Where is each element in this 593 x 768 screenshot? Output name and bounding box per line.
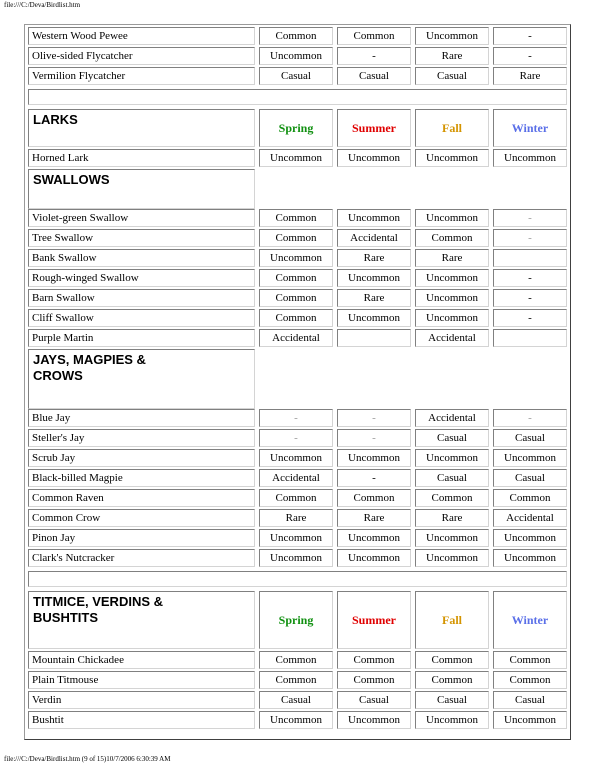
fall-status: Rare [415, 47, 489, 65]
summer-status: Uncommon [337, 309, 411, 327]
section-header-larks [28, 109, 567, 147]
spring-status: Uncommon [259, 711, 333, 729]
spring-status: Uncommon [259, 549, 333, 567]
bird-name: Barn Swallow [28, 289, 255, 307]
fall-status: Accidental [415, 329, 489, 347]
fall-status: Uncommon [415, 27, 489, 45]
spring-status: Common [259, 289, 333, 307]
table-row [28, 27, 567, 45]
table-row [28, 509, 567, 527]
table-row [28, 329, 567, 347]
winter-status: - [493, 269, 567, 287]
summer-status: - [337, 469, 411, 487]
page-footer: file:///C:/Deva/Birdlist.htm (9 of 15)10/7/2006 6:30:39 AM [4, 755, 171, 763]
summer-heading: Summer [337, 591, 411, 649]
table-row [28, 549, 567, 567]
section-title [28, 591, 255, 649]
table-row [28, 489, 567, 507]
winter-heading: Winter [493, 109, 567, 147]
summer-status: Rare [337, 249, 411, 267]
bird-name: Cliff Swallow [28, 309, 255, 327]
bird-name: Common Crow [28, 509, 255, 527]
summer-status: Uncommon [337, 209, 411, 227]
spring-status: Uncommon [259, 47, 333, 65]
bird-name: Steller's Jay [28, 429, 255, 447]
fall-status: Common [415, 229, 489, 247]
winter-status: - [493, 229, 567, 247]
spring-status: Rare [259, 509, 333, 527]
fall-status: Casual [415, 469, 489, 487]
summer-status: Uncommon [337, 269, 411, 287]
table-row [28, 149, 567, 167]
summer-status: Uncommon [337, 529, 411, 547]
winter-status: Accidental [493, 509, 567, 527]
section-header-titmice [28, 591, 567, 649]
fall-status: Common [415, 671, 489, 689]
winter-status: Uncommon [493, 711, 567, 729]
table-row [28, 67, 567, 85]
section-title-line: CROWS [33, 368, 83, 383]
winter-status: Casual [493, 691, 567, 709]
fall-status: Casual [415, 691, 489, 709]
page-header-path: file:///C:/Deva/Birdlist.htm [4, 1, 81, 9]
bird-name: Clark's Nutcracker [28, 549, 255, 567]
summer-status: Accidental [337, 229, 411, 247]
bird-name: Olive-sided Flycatcher [28, 47, 255, 65]
bird-name: Purple Martin [28, 329, 255, 347]
bird-name: Black-billed Magpie [28, 469, 255, 487]
fall-status: Uncommon [415, 149, 489, 167]
section-title: SWALLOWS [28, 169, 255, 209]
fall-heading: Fall [415, 591, 489, 649]
table-row [28, 429, 567, 447]
winter-status: - [493, 47, 567, 65]
spring-status: Common [259, 229, 333, 247]
spacer-row [28, 89, 567, 105]
spring-status: Common [259, 309, 333, 327]
bird-name: Bank Swallow [28, 249, 255, 267]
bird-name: Verdin [28, 691, 255, 709]
section-header-swallows [28, 169, 259, 209]
fall-status: Uncommon [415, 529, 489, 547]
fall-status: Uncommon [415, 269, 489, 287]
summer-status: - [337, 429, 411, 447]
summer-status: Common [337, 651, 411, 669]
fall-status: Rare [415, 509, 489, 527]
winter-status: - [493, 309, 567, 327]
fall-status: Uncommon [415, 289, 489, 307]
fall-heading: Fall [415, 109, 489, 147]
spring-status: Accidental [259, 329, 333, 347]
summer-status: - [337, 409, 411, 427]
bird-name: Rough-winged Swallow [28, 269, 255, 287]
table-row [28, 249, 567, 267]
bird-name: Scrub Jay [28, 449, 255, 467]
winter-status: - [493, 209, 567, 227]
bird-name: Horned Lark [28, 149, 255, 167]
bird-name: Common Raven [28, 489, 255, 507]
summer-status: Rare [337, 289, 411, 307]
table-row [28, 711, 567, 729]
winter-status: Common [493, 651, 567, 669]
table-row [28, 269, 567, 287]
table-row [28, 289, 567, 307]
section-title-line: BUSHTITS [33, 610, 98, 625]
bird-name: Violet-green Swallow [28, 209, 255, 227]
fall-status: Uncommon [415, 549, 489, 567]
fall-status: Rare [415, 249, 489, 267]
summer-status: - [337, 47, 411, 65]
bird-name: Bushtit [28, 711, 255, 729]
summer-status: Uncommon [337, 711, 411, 729]
table-row [28, 529, 567, 547]
section-title [28, 349, 255, 409]
fall-status: Casual [415, 67, 489, 85]
fall-status: Common [415, 489, 489, 507]
spring-status: Common [259, 269, 333, 287]
table-row [28, 309, 567, 327]
table-row [28, 47, 567, 65]
winter-status: Uncommon [493, 549, 567, 567]
table-row [28, 449, 567, 467]
summer-status: Common [337, 489, 411, 507]
table-row [28, 671, 567, 689]
winter-status: - [493, 289, 567, 307]
table-row [28, 229, 567, 247]
table-row [28, 409, 567, 427]
summer-status: Casual [337, 691, 411, 709]
winter-status: Common [493, 489, 567, 507]
table-row [28, 651, 567, 669]
summer-status: Rare [337, 509, 411, 527]
spring-status: Uncommon [259, 149, 333, 167]
section-header-jays [28, 349, 259, 409]
fall-status: Common [415, 651, 489, 669]
spring-status: Common [259, 671, 333, 689]
section-title: LARKS [28, 109, 255, 147]
spring-status: Common [259, 209, 333, 227]
summer-status: Common [337, 671, 411, 689]
section-title-line: TITMICE, VERDINS & [33, 594, 164, 609]
spring-status: Common [259, 27, 333, 45]
bird-name: Vermilion Flycatcher [28, 67, 255, 85]
winter-status: Rare [493, 67, 567, 85]
spring-status: Common [259, 651, 333, 669]
table-row [28, 469, 567, 487]
bird-checklist-table [24, 24, 571, 740]
spring-heading: Spring [259, 591, 333, 649]
spring-status: Uncommon [259, 449, 333, 467]
summer-status: Uncommon [337, 449, 411, 467]
winter-status [493, 249, 567, 267]
table-row [28, 691, 567, 709]
summer-status: Uncommon [337, 549, 411, 567]
fall-status: Casual [415, 429, 489, 447]
winter-status: Uncommon [493, 149, 567, 167]
winter-status: Common [493, 671, 567, 689]
summer-status: Casual [337, 67, 411, 85]
summer-status: Common [337, 27, 411, 45]
spring-status: Uncommon [259, 249, 333, 267]
spring-status: Casual [259, 67, 333, 85]
fall-status: Uncommon [415, 711, 489, 729]
spring-status: Casual [259, 691, 333, 709]
fall-status: Uncommon [415, 449, 489, 467]
fall-status: Accidental [415, 409, 489, 427]
bird-name: Western Wood Pewee [28, 27, 255, 45]
spring-status: Uncommon [259, 529, 333, 547]
winter-status: Casual [493, 469, 567, 487]
fall-status: Uncommon [415, 309, 489, 327]
summer-status [337, 329, 411, 347]
summer-status: Uncommon [337, 149, 411, 167]
spring-status: Accidental [259, 469, 333, 487]
winter-status: - [493, 27, 567, 45]
bird-name: Plain Titmouse [28, 671, 255, 689]
bird-name: Mountain Chickadee [28, 651, 255, 669]
table-row [28, 209, 567, 227]
bird-name: Blue Jay [28, 409, 255, 427]
winter-status: Casual [493, 429, 567, 447]
spring-status: Common [259, 489, 333, 507]
section-title-line: JAYS, MAGPIES & [33, 352, 146, 367]
spring-status: - [259, 409, 333, 427]
winter-status: Uncommon [493, 449, 567, 467]
winter-status: Uncommon [493, 529, 567, 547]
bird-name: Pinon Jay [28, 529, 255, 547]
winter-status: - [493, 409, 567, 427]
summer-heading: Summer [337, 109, 411, 147]
spring-status: - [259, 429, 333, 447]
winter-heading: Winter [493, 591, 567, 649]
winter-status [493, 329, 567, 347]
spring-heading: Spring [259, 109, 333, 147]
bird-name: Tree Swallow [28, 229, 255, 247]
spacer-row [28, 571, 567, 587]
fall-status: Uncommon [415, 209, 489, 227]
